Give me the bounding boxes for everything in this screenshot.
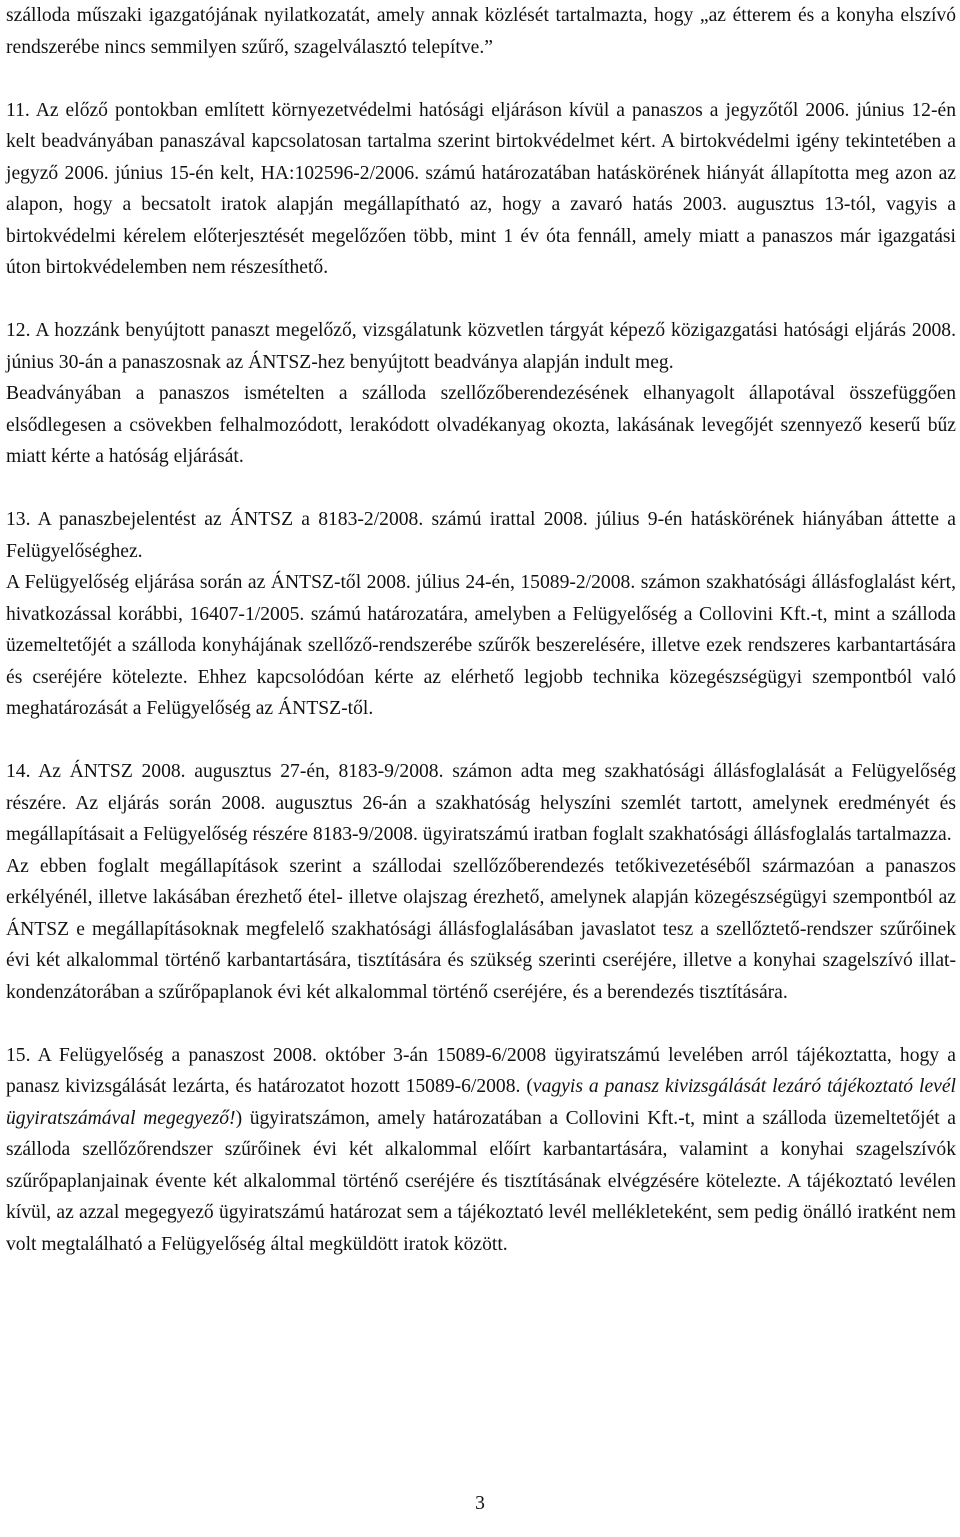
paragraph-12a: 12. A hozzánk benyújtott panaszt megelőző, vizsgálatunk közvetlen tárgyát képező közigazgatási hatósági eljárás 2008. június 30-án a panaszosnak az ÁNTSZ-hez benyújtott beadványa alapján indult meg. — [6, 320, 956, 373]
paragraph-15-italic-remark: vagyis a panasz kivizsgálását lezáró tájékoztató levél ügyiratszámával megegyező! — [6, 1076, 956, 1129]
paragraph-13a: 13. A panaszbejelentést az ÁNTSZ a 8183-2/2008. számú irattal 2008. július 9-én hatáskörének hiányában áttette a Felügyelőséghez. — [6, 509, 956, 562]
paragraph-13b: A Felügyelőség eljárása során az ÁNTSZ-től 2008. július 24-én, 15089-2/2008. számon szakhatósági állásfoglalást kért, hivatkozással korábbi, 16407-1/2005. számú határozatára, amelyben a Felügyelőség a Collovini Kft.-t, mint a szálloda üzemeltetőjét a szálloda konyhájának szellőző-rendszerébe szűrők beszerelésére, illetve ezek rendszeres karbantartására és cseréjére kötelezte. Ehhez kapcsolódóan kérte az elérhető legjobb technika közegészségügyi szempontból való meghatározását a Felügyelőség az ÁNTSZ-től. — [6, 572, 956, 719]
paragraph-gap — [6, 473, 956, 505]
paragraph-15 — [6, 1040, 956, 1261]
paragraph-gap — [6, 725, 956, 757]
document-page — [6, 0, 956, 1260]
paragraph-gap — [6, 284, 956, 316]
paragraph-gap — [6, 63, 956, 95]
paragraph-14b: Az ebben foglalt megállapítások szerint a szállodai szellőzőberendezés tetőkivezetéséből származóan a panaszos erkélyénél, illetve lakásában érezhető étel- illetve olajszag érezhető, amelynek alapján közegészségügyi szempontból az ÁNTSZ e megállapításoknak megfelelő szakhatósági állásfoglalásában javaslatot tesz a szellőztető-rendszer szűrőinek évi két alkalommal történő karbantartására, tisztítására és szükség szerinti cseréjére, illetve a konyhai szagelszívó illat-kondenzátorában a szűrőpaplanok évi két alkalommal történő cseréjére, és a berendezés tisztítására. — [6, 855, 956, 1003]
paragraph-15-text-start: 15. A Felügyelőség a panaszost 2008. október 3-án 15089-6/2008 ügyiratszámú levelében arról tájékoztatta, hogy a panasz kivizsgálását lezárta, és határozatot hozott 15089-6/2008. ( — [6, 1044, 956, 1097]
paragraph-11: 11. Az előző pontokban említett környezetvédelmi hatósági eljáráson kívül a panaszos a jegyzőtől 2006. június 12-én kelt beadványában panaszával kapcsolatosan tartalma szerint birtokvédelmet kért. A birtokvédelmi igény tekintetében a jegyző 2006. június 15-én kelt, HA:102596-2/2006. számú határozatában hatáskörének hiányát állapította meg azon az alapon, hogy a becsatolt iratok alapján megállapítható az, hogy a zavaró hatás 2003. augusztus 13-tól, vagyis a birtokvédelmi kérelem előterjesztését megelőzően több, mint 1 év óta fennáll, amely miatt a panaszos már igazgatási úton birtokvédelemben nem részesíthető. — [6, 99, 956, 278]
paragraph-15-text-end: ) ügyiratszámon, amely határozatában a Collovini Kft.-t, mint a szálloda üzemeltetőjét a szálloda szellőzőrendszer szűrőinek évi két alkalommal előírt karbantartására, valamint a konyhai szagelszívók szűrőpaplanjainak évente két alkalommal történő cseréjére és tisztításának elvégzésére kötelezte. A tájékoztató levélen kívül, az azzal megegyező ügyiratszámú határozat sem a tájékoztató levél mellékleteként, sem pedig önálló iratként nem volt megtalálható a Felügyelőség által megküldött iratok között. — [6, 1107, 956, 1255]
paragraph-gap — [6, 1008, 956, 1040]
page-number: 3 — [475, 1493, 485, 1514]
paragraph-intro: szálloda műszaki igazgatójának nyilatkozatát, amely annak közlését tartalmazta, hogy „az étterem és a konyha elszívó rendszerébe nincs semmilyen szűrő, szagelválasztó telepítve.” — [6, 5, 956, 58]
paragraph-12b: Beadványában a panaszos ismételten a szálloda szellőzőberendezésének elhanyagolt állapotával összefüggően elsődlegesen a csövekben felhalmozódott, lerakódott olvadékanyag okozta, lakásának levegőjét szennyező keserű bűz miatt kérte a hatóság eljárását. — [6, 383, 956, 467]
paragraph-14a: 14. Az ÁNTSZ 2008. augusztus 27-én, 8183-9/2008. számon adta meg szakhatósági állásfoglalását a Felügyelőség részére. Az eljárás során 2008. augusztus 26-án a szakhatóság helyszíni szemlét tartott, amelynek eredményét és megállapításait a Felügyelőség részére 8183-9/2008. ügyiratszámú iratban foglalt szakhatósági állásfoglalás tartalmazza. — [6, 761, 956, 845]
